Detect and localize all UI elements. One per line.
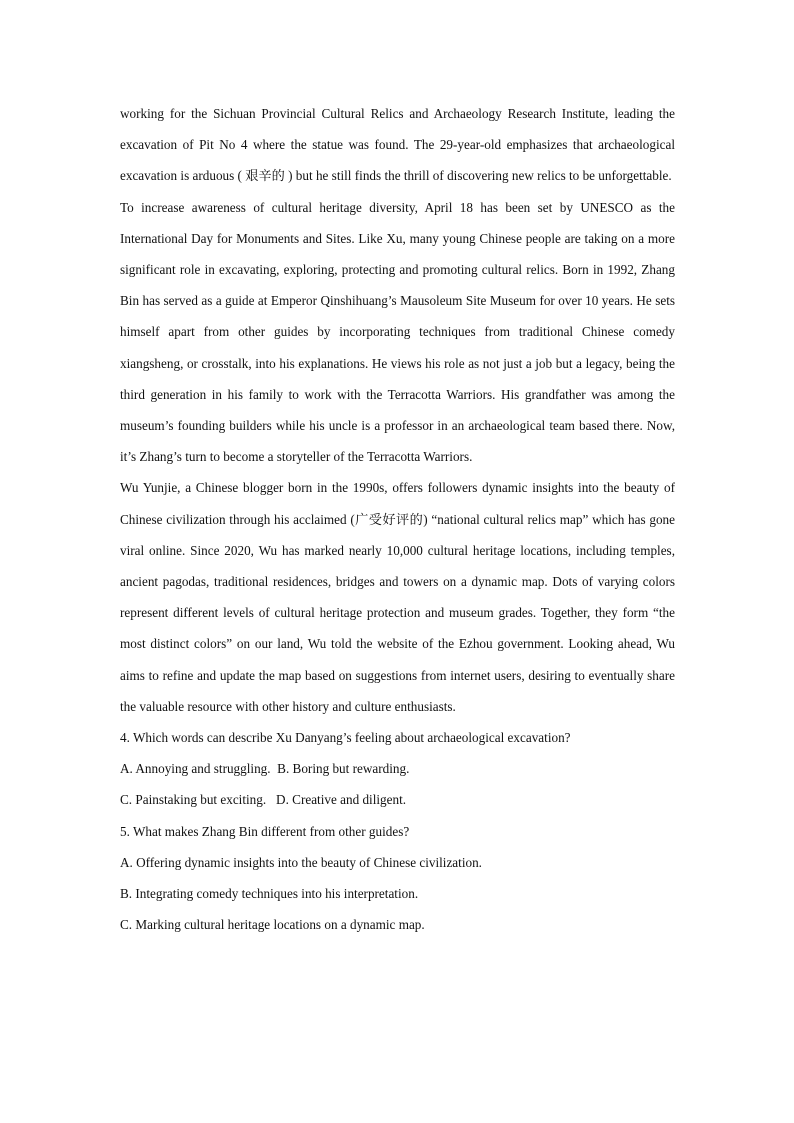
question-4-stem: 4. Which words can describe Xu Danyang’s feeling about archaeological excavation? <box>120 730 571 746</box>
question-5 <box>120 816 675 941</box>
paragraph-wu-yunjie: Wu Yunjie, a Chinese blogger born in the 1990s, offers followers dynamic insights into the beauty of Chinese civilization through his acclaimed (广受好评的) “national cultural relics map” which has gone viral online. Since 2020, Wu has marked nearly 10,000 cultural heritage locations, including temples, ancient pagodas, traditional residences, bridges and towers on a dynamic map. Dots of varying colors represent different levels of cultural heritage protection and museum grades. Together, they form “the most distinct colors” on our land, Wu told the website of the Ezhou government. Looking ahead, Wu aims to refine and update the map based on suggestions from internet users, desiring to eventually share the valuable resource with other history and culture enthusiasts. <box>120 480 675 714</box>
question-5-stem: 5. What makes Zhang Bin different from other guides? <box>120 823 410 839</box>
paragraph-xu-danyang: working for the Sichuan Provincial Cultural Relics and Archaeology Research Institute, leading the excavation of Pit No 4 where the statue was found. The 29-year-old emphasizes that archaeological excavation is arduous ( 艰辛的 ) but he still finds the thrill of discovering new relics to be unforgettable. <box>120 106 675 184</box>
question-4 <box>120 722 675 816</box>
question-4-options-cd: C. Painstaking but exciting. D. Creative and diligent. <box>120 792 407 808</box>
question-5-option-c: C. Marking cultural heritage locations on a dynamic map. <box>120 917 425 933</box>
question-5-option-a: A. Offering dynamic insights into the beauty of Chinese civilization. <box>120 854 482 870</box>
paragraph-zhang-bin: To increase awareness of cultural heritage diversity, April 18 has been set by UNESCO as the International Day for Monuments and Sites. Like Xu, many young Chinese people are taking on a more significant role in excavating, exploring, protecting and promoting cultural relics. Born in 1992, Zhang Bin has served as a guide at Emperor Qinshihuang’s Mausoleum Site Museum for over 10 years. He sets himself apart from other guides by incorporating techniques from traditional Chinese comedy xiangsheng, or crosstalk, into his explanations. He views his role as not just a job but a legacy, being the third generation in his family to work with the Terracotta Warriors. His grandfather was among the museum’s founding builders while his uncle is a professor in an archaeological team based there. Now, it’s Zhang’s turn to become a storyteller of the Terracotta Warriors. <box>120 199 675 465</box>
question-5-option-b: B. Integrating comedy techniques into his interpretation. <box>120 886 419 902</box>
document-page <box>120 98 675 940</box>
question-4-options-ab: A. Annoying and struggling. B. Boring but rewarding. <box>120 761 410 777</box>
